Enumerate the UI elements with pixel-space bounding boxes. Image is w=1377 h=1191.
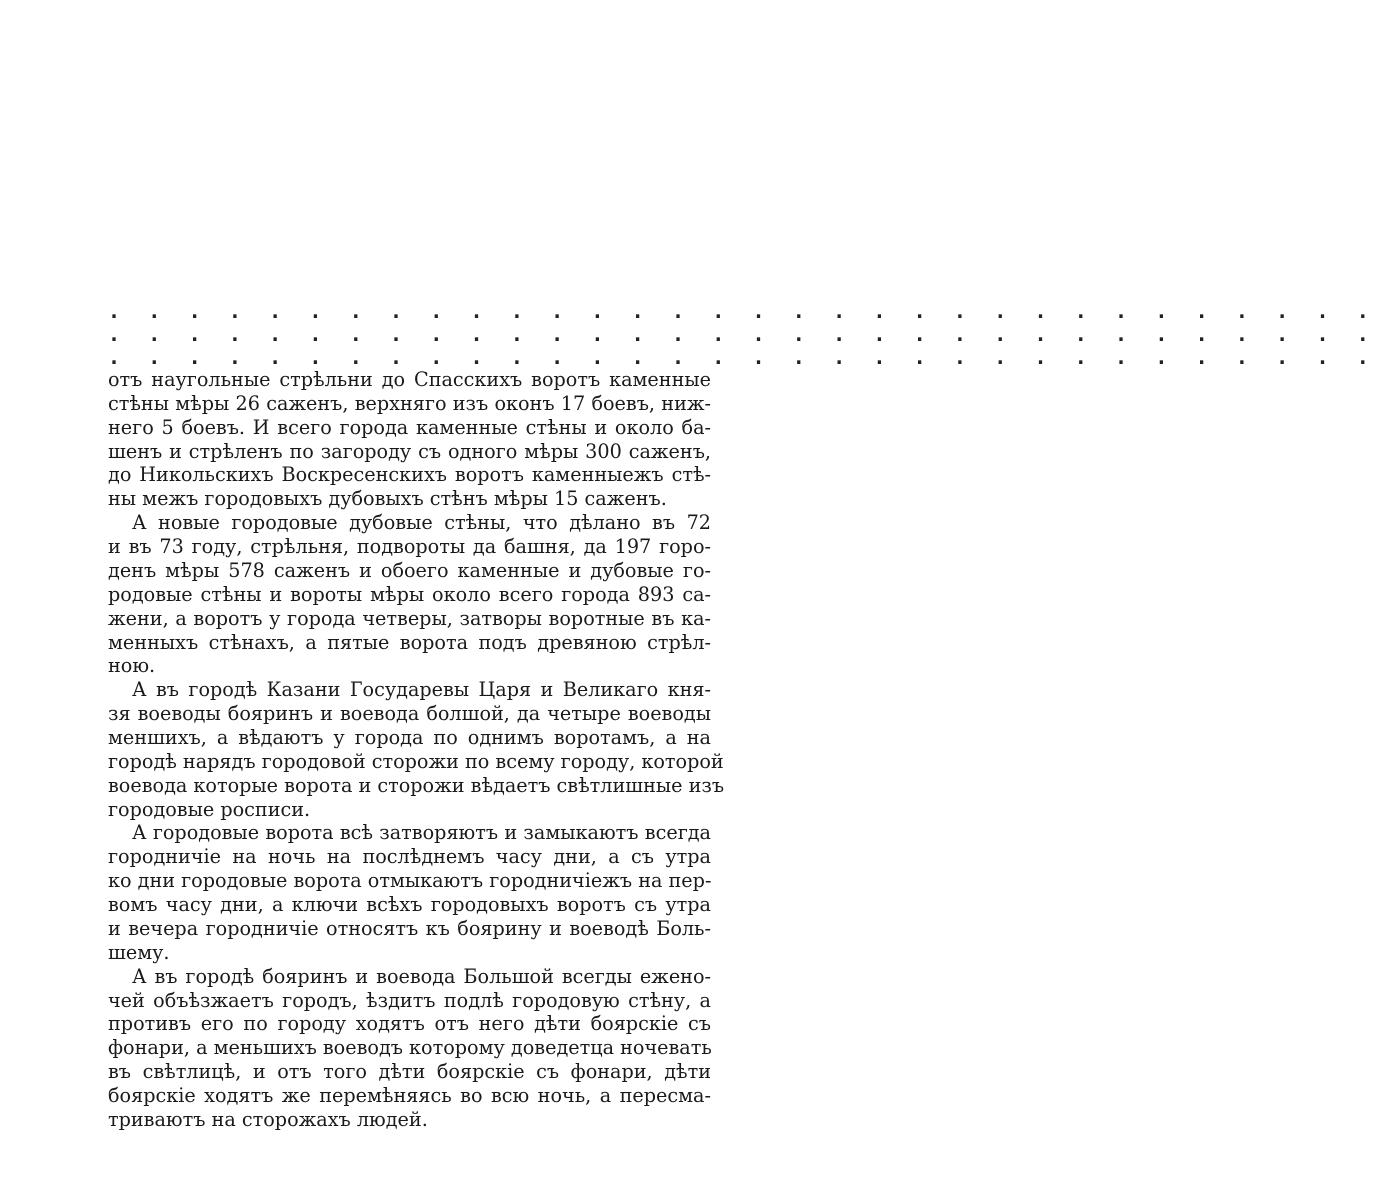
text-line: до Никольскихъ Воскресенскихъ воротъ каменныежъ стѣ-	[108, 463, 711, 486]
text-line: зя воеводы бояринъ и воевода болшой, да четыре воеводы	[108, 702, 711, 725]
text-line: городничіе на ночь на послѣднемъ часу дни, а съ утра	[108, 845, 711, 868]
text-line: и вечера городничіе относятъ къ боярину и воеводѣ Боль-	[108, 917, 711, 940]
text-line: ны межъ городовыхъ дубовыхъ стѣнъ мѣры 15 саженъ.	[108, 487, 667, 510]
text-line: родовые стѣны и вороты мѣры около всего города 893 са-	[108, 583, 711, 606]
text-line: А въ городѣ бояринъ и воевода Большой всегды ежено-	[132, 965, 711, 988]
text-line: противъ его по городу ходятъ отъ него дѣти боярскіе съ	[108, 1012, 711, 1035]
dot-leader-row: . . . . . . . . . . . . . . . . . . . . . . . . . . . . . . . .	[108, 299, 1377, 323]
text-line: шему.	[108, 941, 170, 964]
text-line: городѣ нарядъ городовой сторожи по всему городу, которой	[108, 750, 724, 773]
text-line: триваютъ на сторожахъ людей.	[108, 1108, 428, 1131]
text-line: менныхъ стѣнахъ, а пятые ворота подъ древяною стрѣл-	[108, 631, 711, 654]
text-line: А новые городовые дубовые стѣны, что дѣлано въ 72	[132, 511, 711, 534]
text-line: него 5 боевъ. И всего города каменные стѣны и около ба-	[108, 416, 711, 439]
text-line: чей объѣзжаетъ городъ, ѣздитъ подлѣ городовую стѣну, а	[108, 989, 711, 1012]
text-line: городовые росписи.	[108, 798, 311, 821]
dot-leader-row: . . . . . . . . . . . . . . . . . . . . . . . . . . . . . . . .	[108, 345, 1377, 369]
text-line: шенъ и стрѣленъ по загороду съ одного мѣры 300 саженъ,	[108, 440, 711, 463]
text-line: фонари, а меньшихъ воеводъ которому доведетца ночевать	[108, 1036, 712, 1059]
text-line: жени, а воротъ у города четверы, затворы воротные въ ка-	[108, 607, 711, 630]
dot-leader-row: . . . . . . . . . . . . . . . . . . . . . . . . . . . . . . . .	[108, 322, 1377, 346]
text-line: отъ наугольные стрѣльни до Спасскихъ воротъ каменные	[108, 368, 711, 391]
text-line: и въ 73 году, стрѣльня, подвороты да башня, да 197 горо-	[108, 535, 711, 558]
text-line: стѣны мѣры 26 саженъ, верхняго изъ оконъ 17 боевъ, ниж-	[108, 392, 711, 415]
text-line: вомъ часу дни, а ключи всѣхъ городовыхъ воротъ съ утра	[108, 893, 711, 916]
text-line: ною.	[108, 654, 156, 677]
text-line: ко дни городовые ворота отмыкаютъ городничіежъ на пер-	[108, 869, 712, 892]
text-line: въ свѣтлицѣ, и отъ того дѣти боярскіе съ фонари, дѣти	[108, 1060, 711, 1083]
text-line: А городовые ворота всѣ затворяютъ и замыкаютъ всегда	[132, 821, 711, 844]
text-line: меншихъ, а вѣдаютъ у города по однимъ воротамъ, а на	[108, 726, 711, 749]
text-line: денъ мѣры 578 саженъ и обоего каменные и дубовые го-	[108, 559, 711, 582]
text-line: боярскіе ходятъ же перемѣняясь во всю ночь, а пересма-	[108, 1084, 711, 1107]
text-line: воевода которые ворота и сторожи вѣдаетъ свѣтлишные изъ	[108, 774, 725, 797]
text-line: А въ городѣ Казани Государевы Царя и Великаго кня-	[132, 678, 711, 701]
